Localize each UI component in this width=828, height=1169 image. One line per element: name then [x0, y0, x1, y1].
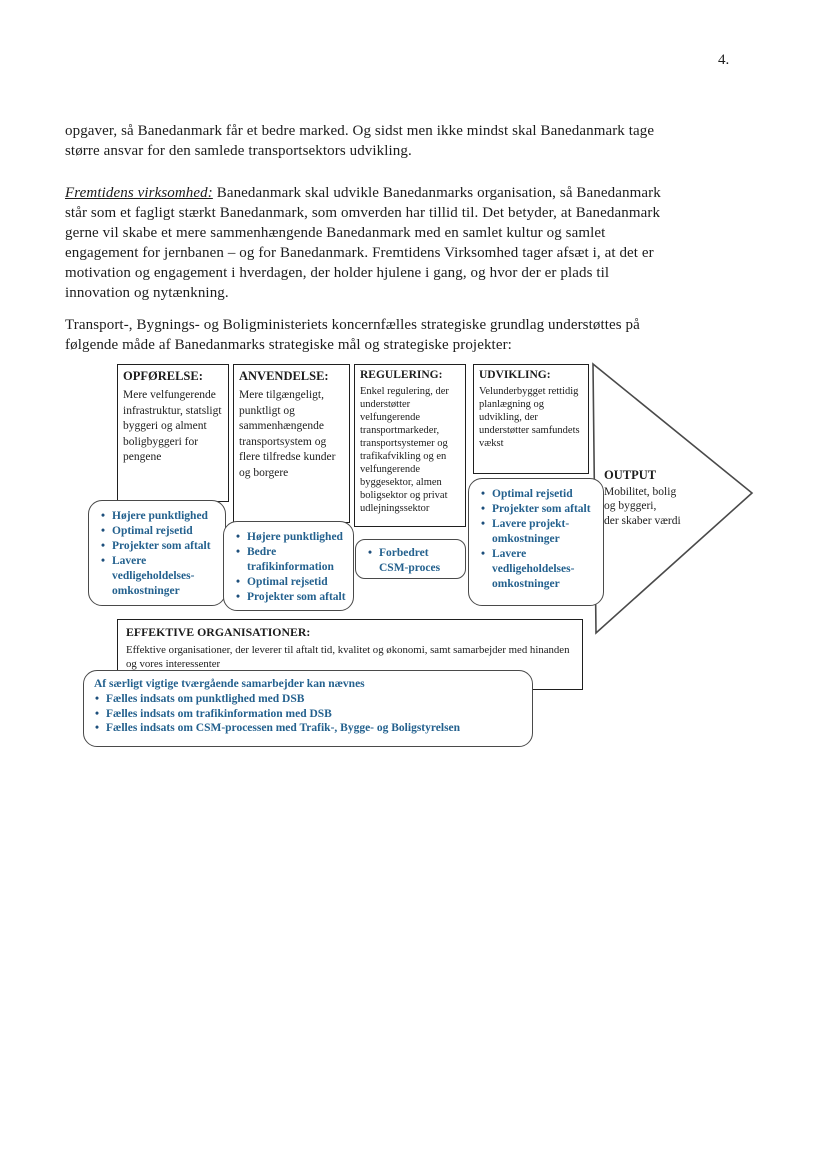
goal-bullet: • Lavere vedligeholdelses-omkostninger [101, 554, 219, 599]
column-title: UDVIKLING: [479, 369, 551, 381]
goal-bullet-list [475, 487, 597, 592]
output-title: OUTPUT [604, 468, 657, 482]
partnership-bullet: • Fælles indsats om punktlighed med DSB [94, 692, 522, 707]
paragraph-line: større ansvar for den samlede transportsektors udvikling. [65, 143, 412, 159]
goal-bullet: • Optimal rejsetid [236, 575, 347, 590]
goal-bullet: • Projekter som aftalt [236, 590, 347, 605]
goal-box-regulering [355, 539, 466, 579]
goal-bullet: • Projekter som aftalt [481, 502, 597, 517]
goal-bullet-list [230, 530, 347, 605]
paragraph-line: står som et fagligt stærkt Banedanmark, som omverden har tillid til. Det betyder, at Banedanmark [65, 205, 661, 221]
paragraph-line: gerne vil skabe et mere sammenhængende Banedanmark med en samlet kultur og samlet [65, 225, 606, 241]
partnerships-intro: Af særligt vigtige tværgående samarbejder kan nævnes [94, 678, 365, 690]
column-body: Mere velfungerende infrastruktur, statsligt byggeri og alment boligbyggeri for pengene [123, 389, 222, 463]
goal-bullet: • Lavere vedligeholdelses-omkostninger [481, 547, 597, 592]
paragraph-fremtidens-virksomhed [65, 183, 661, 303]
paragraph-strategic-grundlag [65, 315, 640, 355]
column-box-anvendelse [233, 364, 350, 523]
underlined-lead: Fremtidens virksomhed: [65, 185, 213, 201]
goal-bullet: • Forbedret CSM-proces [368, 546, 459, 576]
paragraph-line: motivation og engagement i hverdagen, der holder hjulene i gang, og hvor der er plads til [65, 265, 610, 281]
paragraph-intro [65, 121, 654, 161]
partnership-bullet: • Fælles indsats om CSM-processen med Trafik-, Bygge- og Boligstyrelsen [94, 721, 522, 736]
effective-title: EFFEKTIVE ORGANISATIONER: [126, 625, 311, 639]
paragraph-line-rest: Banedanmark skal udvikle Banedanmarks organisation, så Banedanmark [212, 185, 661, 201]
column-title: ANVENDELSE: [239, 369, 329, 383]
column-box-opforelse [117, 364, 229, 502]
goal-bullet-list [362, 546, 459, 576]
output-label [604, 468, 706, 528]
column-body: Enkel regulering, der understøtter velfungerende transportmarkeder, transportsystemer og trafikafvikling og en velfungerende byggesektor, almen boligsektor og privat udlejningssektor [360, 386, 449, 514]
goal-bullet: • Optimal rejsetid [481, 487, 597, 502]
column-box-udvikling [473, 364, 589, 474]
goal-bullet: • Bedre trafikinformation [236, 545, 347, 575]
goal-box-opforelse [88, 500, 226, 606]
paragraph-line: innovation og nytænkning. [65, 285, 229, 301]
goal-box-anvendelse [223, 521, 354, 611]
goal-bullet: • Højere punktlighed [236, 530, 347, 545]
column-title: OPFØRELSE: [123, 369, 203, 383]
goal-bullet: • Lavere projekt-omkostninger [481, 517, 597, 547]
goal-box-udvikling [468, 478, 604, 606]
output-line: og byggeri, [604, 500, 657, 512]
paragraph-line: opgaver, så Banedanmark får et bedre marked. Og sidst men ikke mindst skal Banedanmark tage [65, 123, 655, 139]
page-number: 4. [718, 52, 730, 68]
goal-bullet: • Optimal rejsetid [101, 524, 219, 539]
column-box-regulering [354, 364, 466, 527]
partnerships-box [83, 670, 533, 747]
goal-bullet-list [95, 509, 219, 599]
partnerships-bullet-list [94, 692, 522, 736]
column-body: Velunderbygget rettidig planlægning og udvikling, der understøtter samfundets vækst [479, 386, 580, 449]
output-line: der skaber værdi [604, 514, 681, 527]
goal-bullet: • Højere punktlighed [101, 509, 219, 524]
goal-bullet: • Projekter som aftalt [101, 539, 219, 554]
paragraph-line: engagement for jernbanen – og for Banedanmark. Fremtidens Virksomhed tager afsæt i, at det er [65, 245, 654, 261]
paragraph-line [65, 183, 661, 203]
partnership-bullet: • Fælles indsats om trafikinformation med DSB [94, 707, 522, 722]
column-body: Mere tilgængeligt, punktligt og sammenhængende transportsystem og flere tilfredse kunder og borgere [239, 389, 336, 479]
paragraph-line: følgende måde af Banedanmarks strategiske mål og strategiske projekter: [65, 337, 512, 353]
output-line: Mobilitet, bolig [604, 485, 677, 498]
paragraph-line: Transport-, Bygnings- og Boligministeriets koncernfælles strategiske grundlag understøttes på [65, 317, 640, 333]
effective-body: Effektive organisationer, der leverer til aftalt tid, kvalitet og økonomi, samt samarbejder med hinanden og vores interessenter [126, 644, 570, 670]
column-title: REGULERING: [360, 369, 443, 381]
